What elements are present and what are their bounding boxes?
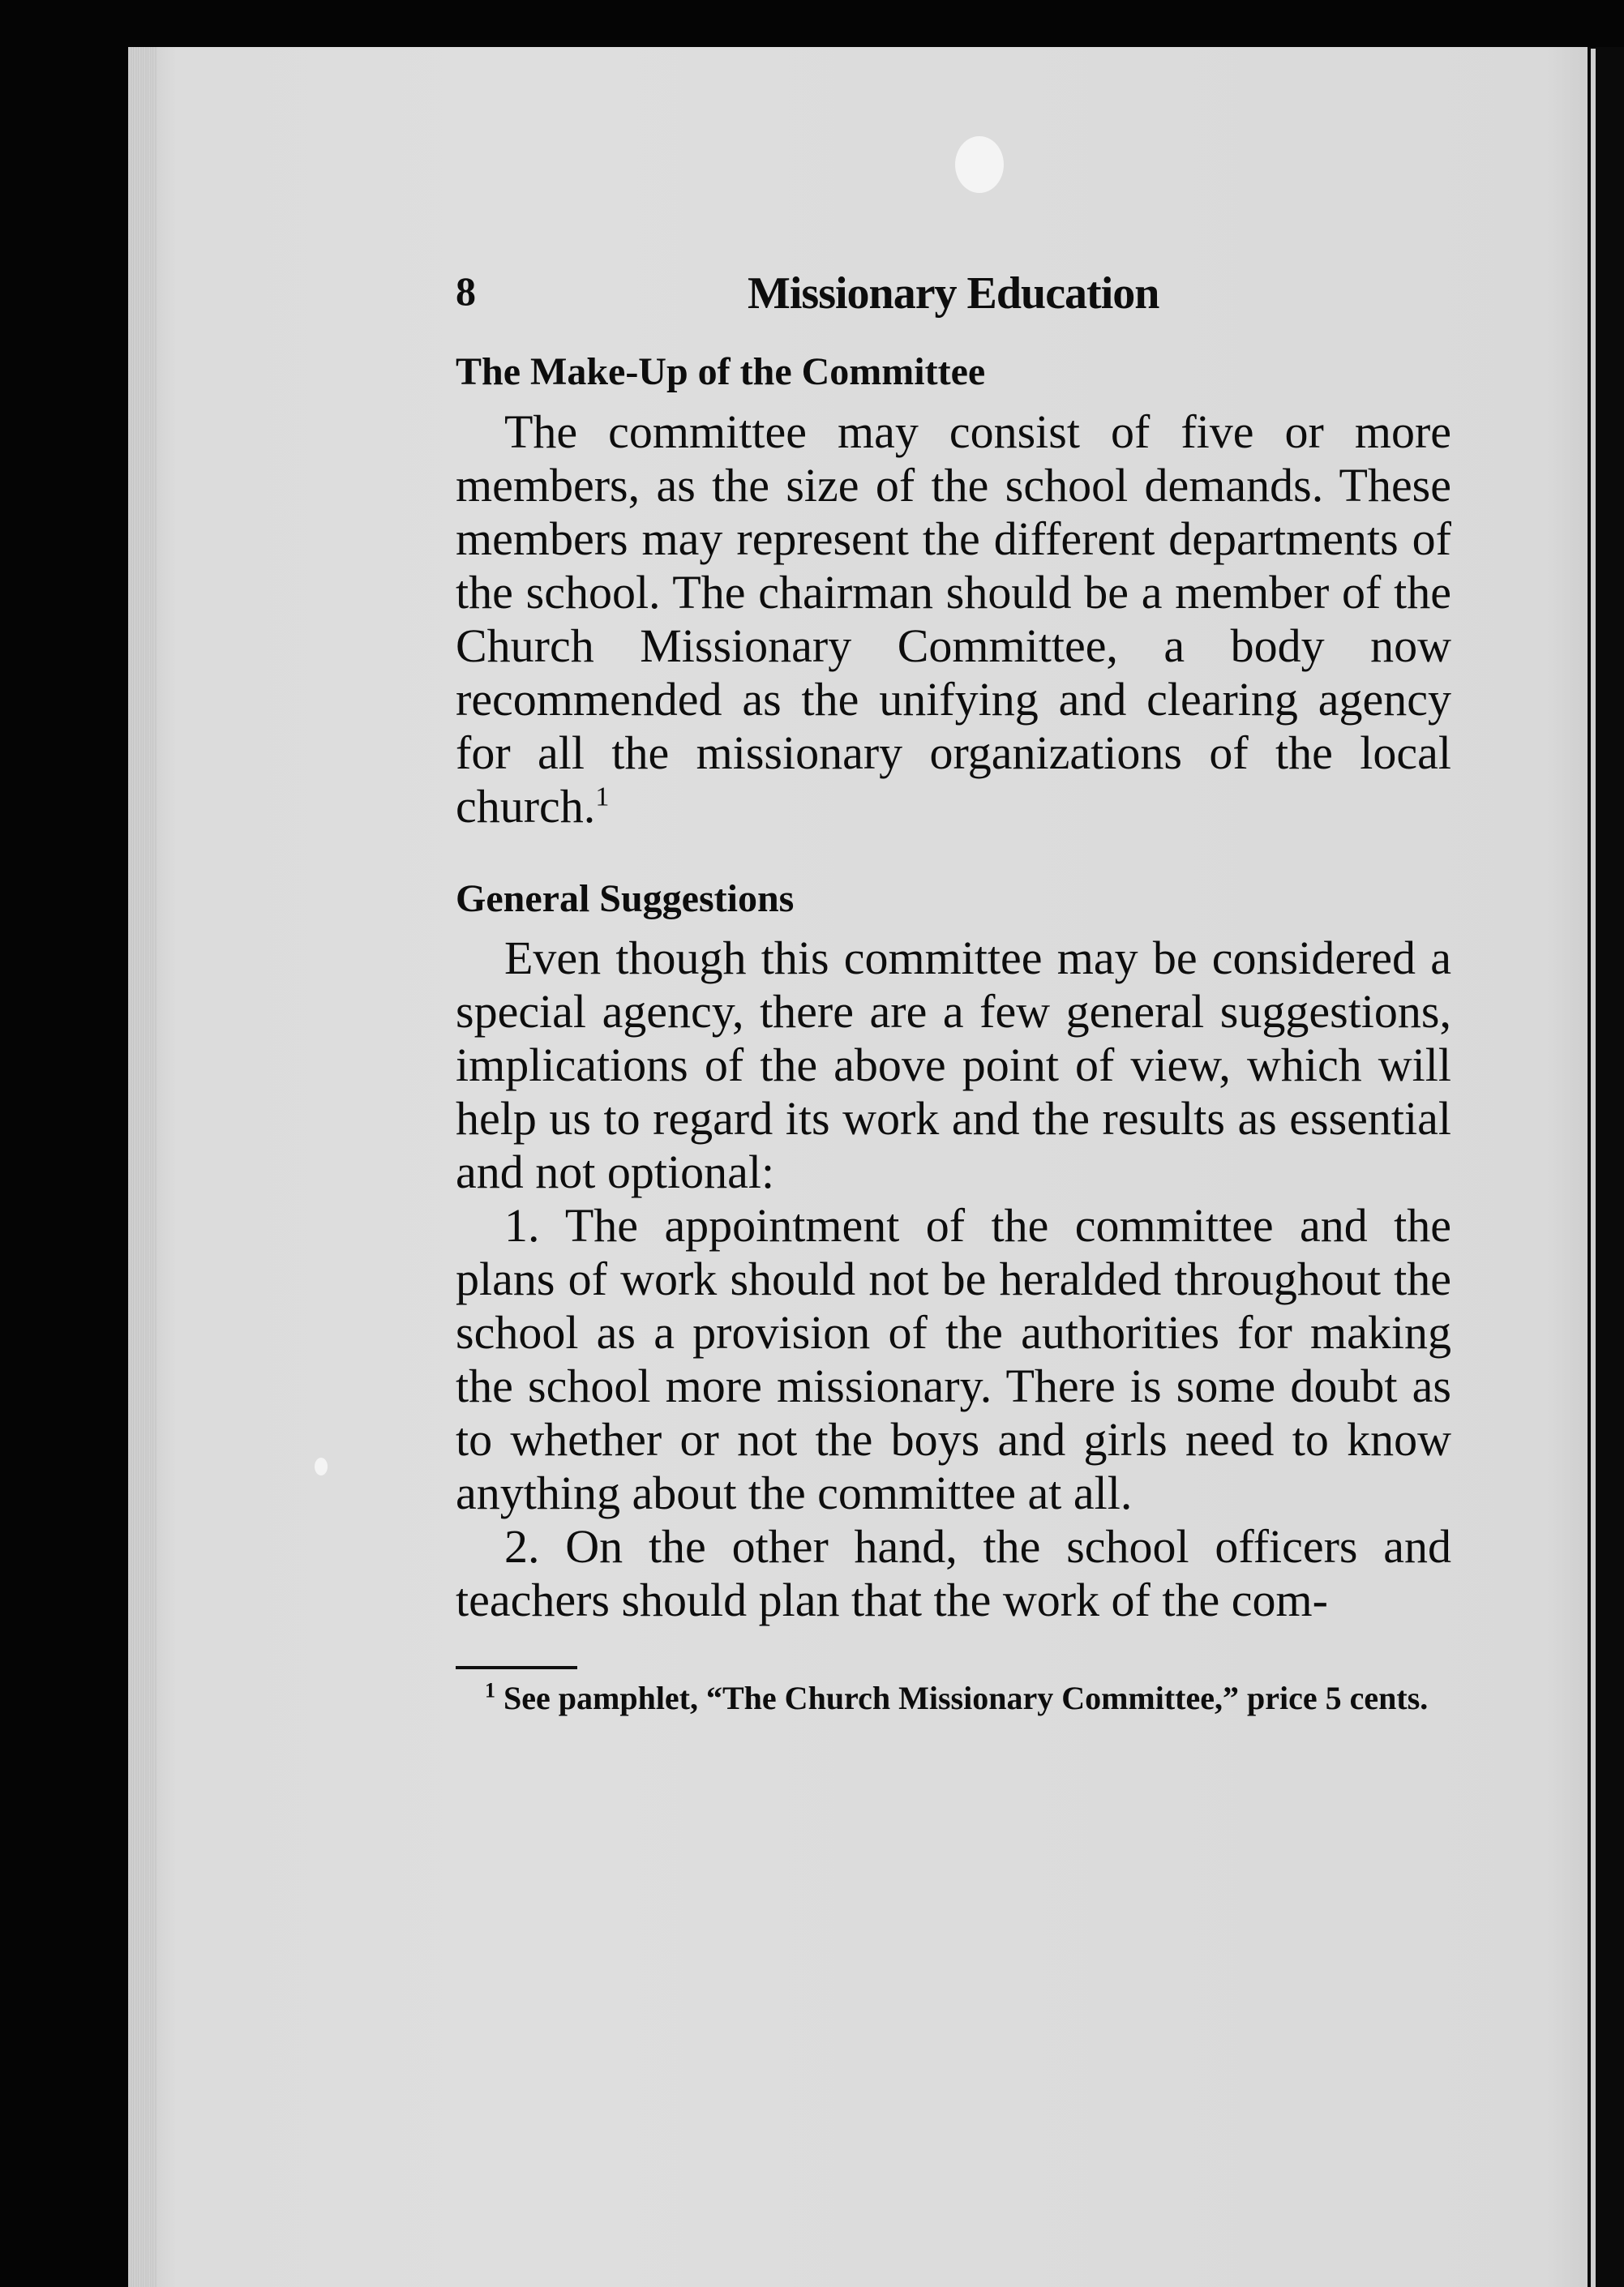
paragraph: The committee may consist of five or more members, as the size of the school demands. These members may represent the different departments of the school. The chairman should be a member of the Church Missionary Committee, a body now recommended as the unifying and clearing agency for all the missionary organizations of the local church.$^1$ — [456, 405, 1451, 833]
paragraph: 2. On the other hand, the school officers and teachers should plan that the work of the com- — [456, 1520, 1451, 1627]
running-title: Missionary Education — [748, 268, 1159, 319]
section-heading-makeup: The Make-Up of the Committee — [456, 350, 986, 393]
paper-speck — [315, 1458, 328, 1475]
paragraph: 1. The appointment of the committee and the plans of work should not be heralded throughout the school as a provision of the authorities for making the school more missionary. There is some doubt as to whether or not the boys and girls need to know anything about the committee at all. — [456, 1199, 1451, 1520]
footnote-reference: 1 — [595, 782, 610, 812]
paragraph: Even though this committee may be considered a special agency, there are a few general suggestions, implications of the above point of view, which will help us to regard its work and the results as essential and not optional: — [456, 932, 1451, 1199]
paper-speck — [955, 136, 1004, 193]
adjacent-page-edge — [1591, 49, 1596, 2287]
page-number: 8 — [456, 268, 476, 314]
running-head — [456, 268, 1451, 332]
footnote-marker: 1 — [485, 1678, 495, 1702]
footnote: $^1$ See pamphlet, “The Church Missionary Committee,” price 5 cents. — [485, 1678, 1429, 1717]
footnote-rule — [456, 1666, 577, 1669]
page-text — [456, 268, 1451, 1715]
section-heading-general: General Suggestions — [456, 876, 795, 920]
